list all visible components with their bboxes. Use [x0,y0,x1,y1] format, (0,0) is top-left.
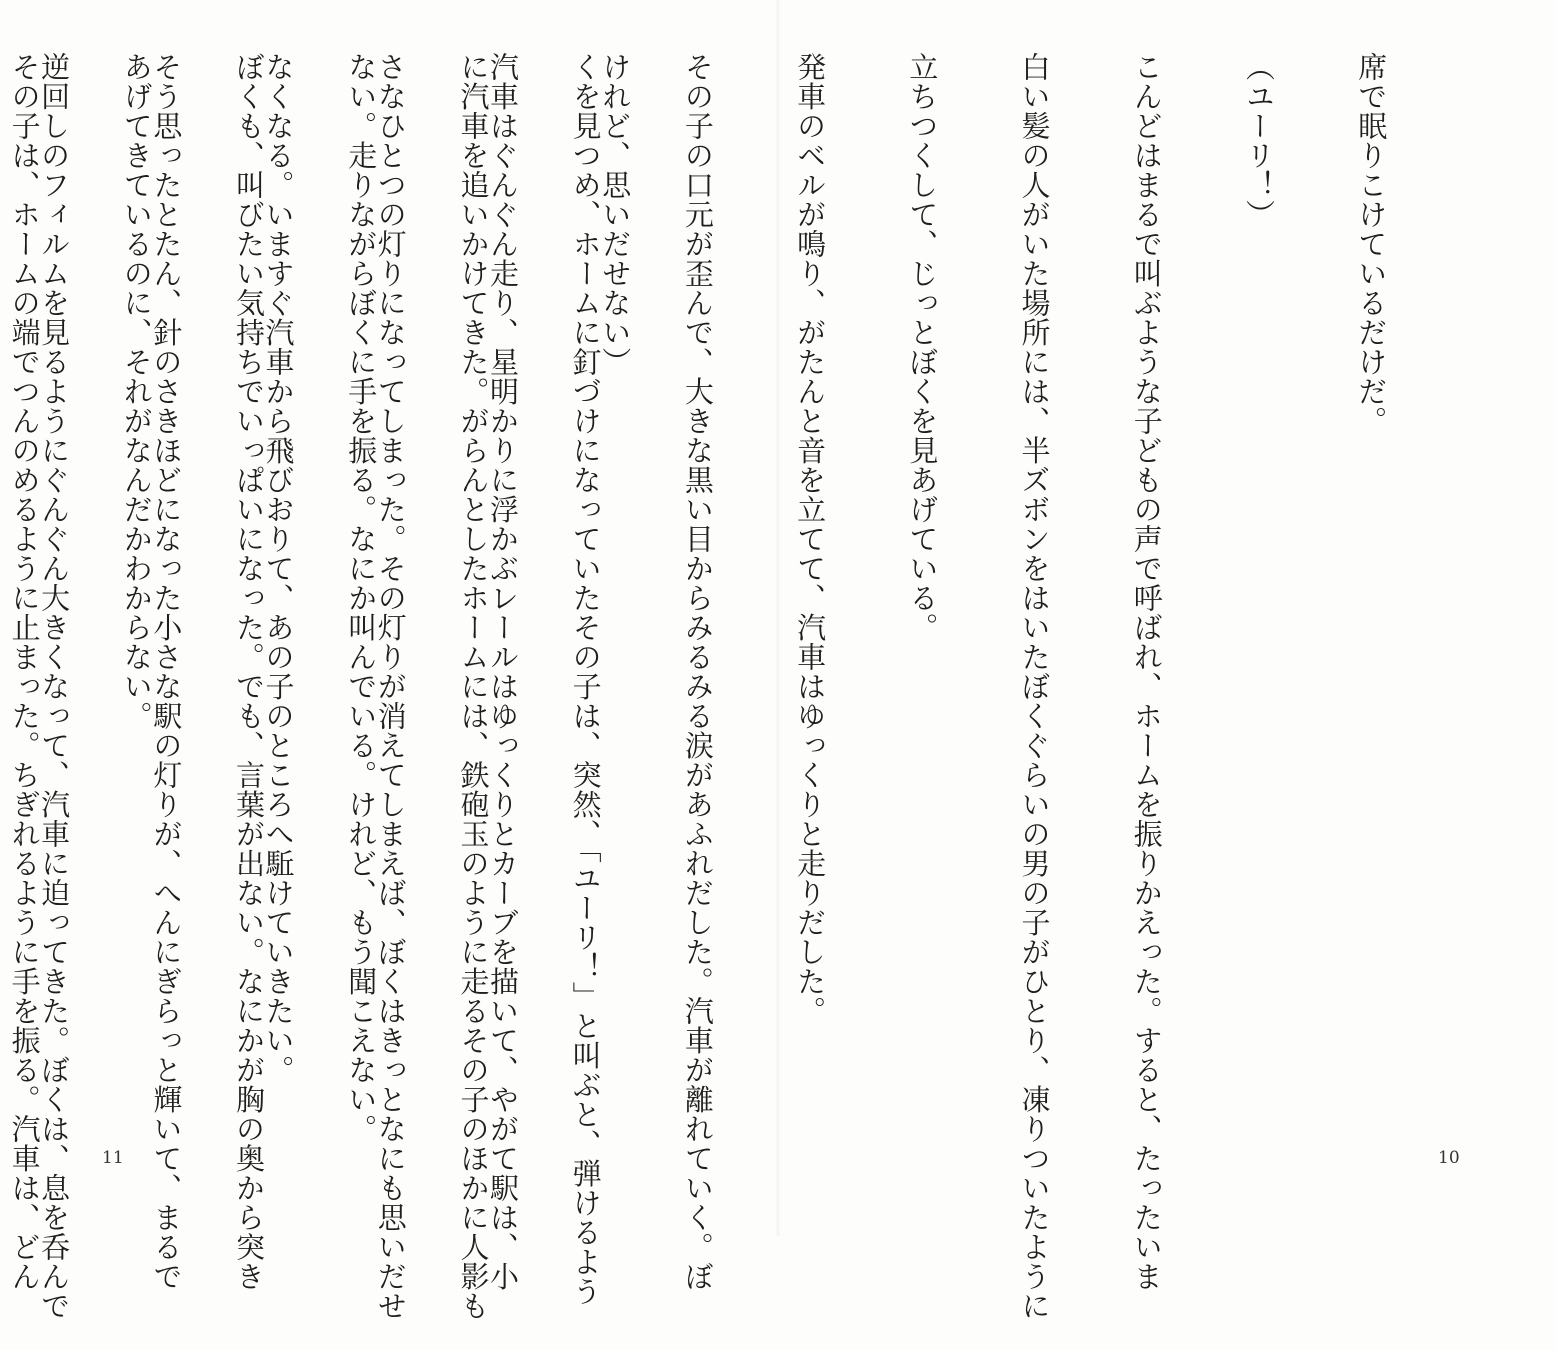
text-line: 発車のベルが鳴り、がたんと音を立てて、汽車はゆっくりと走りだした。 [793,52,828,1026]
text-line: 立ちつくして、じっとぼくを見あげている。 [905,52,940,642]
text-line: こんどはまるで叫ぶような子どもの声で呼ばれ、ホームを振りかえった。すると、たったいま [1129,52,1164,1291]
text-line: （ユーリ！） [1241,52,1276,229]
text-line: あげてきているのに、それがなんだかわからない。 [119,52,154,731]
text-line: 汽車はぐんぐん走り、星明かりに浮かぶレールはゆっくりとカーブを描いて、やがて駅は、小 [485,52,520,1291]
text-line: けれど、思いだせない） [598,52,633,377]
text-line: そう思ったとたん、針のさきほどになった小さな駅の灯りが、へんにぎらっと輝いて、まるで [149,52,184,1291]
page-number: 11 [102,1148,124,1168]
page-number: 10 [1438,1148,1460,1168]
text-line: なくなる。いますぐ汽車から飛びおりて、あの子のところへ駈けていきたい。 [261,52,296,1085]
text-line: さなひとつの灯りになってしまった。その灯りが消えてしまえば、ぼくはきっとなにも思いだせ [373,52,408,1321]
text-line: ない。走りながらぼくに手を振る。なにか叫んでいる。けれど、もう聞こえない。 [344,52,379,1144]
left-page [0,0,778,1321]
text-line: に汽車を追いかけてきた。がらんとしたホームには、鉄砲玉のように走るその子のほかに人影も [456,52,491,1321]
text-line: 席で眠りこけているだけだ。 [1354,52,1389,436]
text-line: くを見つめ、ホームに釘づけになっていたその子は、突然、「ユーリ！」と叫ぶと、弾けるよう [568,52,603,1306]
text-line: その子は、ホームの端でつんのめるように止まった。ちぎれるように手を振る。汽車は、どん [7,52,42,1291]
text-line: その子の口元が歪んで、大きな黒い目からみるみる涙があふれだした。汽車が離れていく。ぼ [680,52,715,1291]
text-line: 白い髪の人がいた場所には、半ズボンをはいたぼくぐらいの男の子がひとり、凍りついたように [1017,52,1052,1321]
text-line: ぼくも、叫びたい気持ちでいっぱいになった。でも、言葉が出ない。なにかが胸の奥から突き [232,52,266,1291]
text-line: 逆回しのフィルムを見るようにぐんぐん大きくなって、汽車に迫ってきた。ぼくは、息を呑んで [37,52,72,1321]
